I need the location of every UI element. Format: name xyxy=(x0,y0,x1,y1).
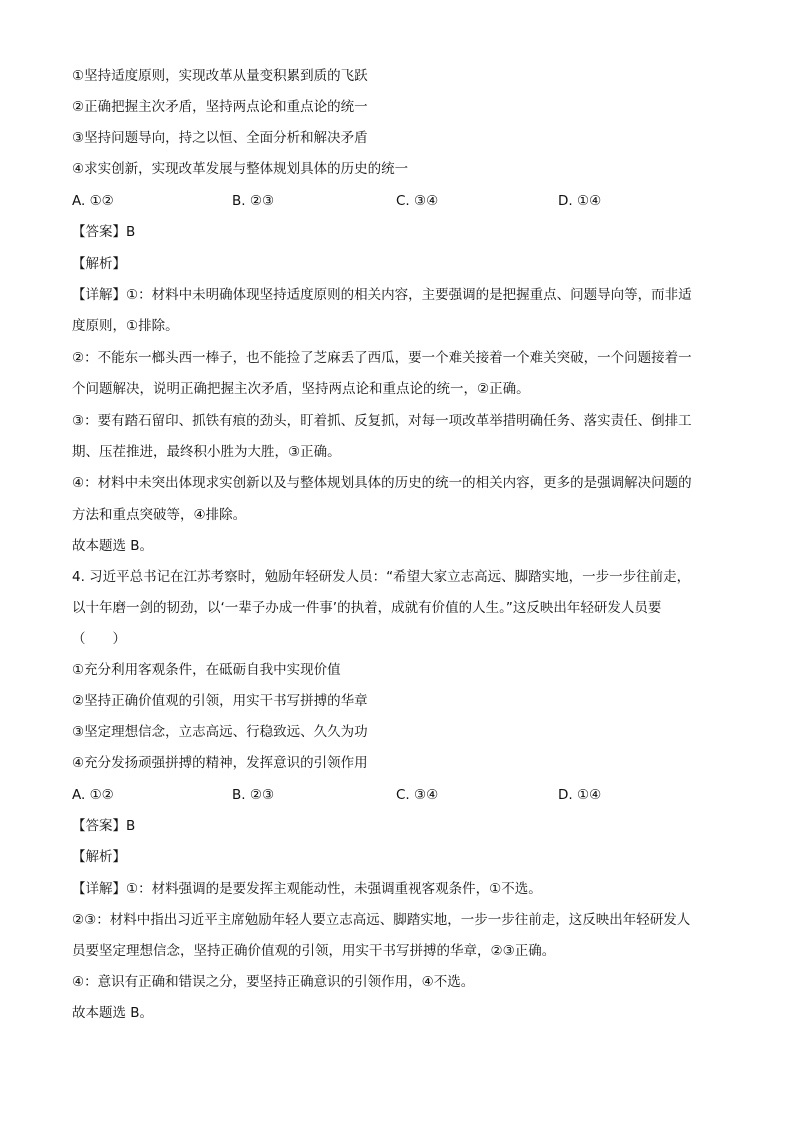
q3-detail-line: 【详解】①：材料中未明确体现坚持适度原则的相关内容，主要强调的是把握重点、问题导向等，而非适 xyxy=(72,287,692,303)
q3-statement-4: ④求实创新，实现改革发展与整体规划具体的历史的统一 xyxy=(72,161,409,177)
q3-detail-line: 方法和重点突破等，④排除。 xyxy=(72,507,247,523)
q4-option-a: A. ①② xyxy=(72,787,114,803)
q4-statement-3: ③坚定理想信念，立志高远、行稳致远、久久为功 xyxy=(72,724,368,740)
q4-stem-blank: （ ） xyxy=(72,631,126,647)
q3-statement-2: ②正确把握主次矛盾，坚持两点论和重点论的统一 xyxy=(72,99,368,115)
q4-answer: 【答案】B xyxy=(72,818,136,834)
q3-option-b: B. ②③ xyxy=(232,193,275,209)
q4-option-d: D. ①④ xyxy=(558,787,602,803)
q3-detail-line: ②：不能东一榔头西一棒子，也不能捡了芝麻丢了西瓜，要一个难关接着一个难关突破，一个问题接着一 xyxy=(72,350,692,366)
q3-statement-3: ③坚持问题导向，持之以恒、全面分析和解决矛盾 xyxy=(72,130,368,146)
q3-analysis-label: 【解析】 xyxy=(72,256,126,272)
q4-conclusion: 故本题选 B。 xyxy=(72,1005,154,1021)
q3-statement-1: ①坚持适度原则，实现改革从量变积累到质的飞跃 xyxy=(72,68,368,84)
q3-detail-line: 度原则，①排除。 xyxy=(72,318,179,334)
q3-conclusion: 故本题选 B。 xyxy=(72,538,154,554)
q4-detail-line: ④：意识有正确和错误之分，要坚持正确意识的引领作用，④不选。 xyxy=(72,974,475,990)
q4-option-b: B. ②③ xyxy=(232,787,275,803)
q4-stem-line: 以十年磨一剑的韧劲，以‘一辈子办成一件事’的执着，成就有价值的人生。”这反映出年轻研发人员要 xyxy=(72,600,662,616)
q3-option-c: C. ③④ xyxy=(396,193,439,209)
q4-stem-line: 4. 习近平总书记在江苏考察时，勉励年轻研发人员：“希望大家立志高远、脚踏实地，一步一步往前走， xyxy=(72,569,691,585)
q4-statement-4: ④充分发扬顽强拼搏的精神，发挥意识的引领作用 xyxy=(72,755,368,771)
q3-option-a: A. ①② xyxy=(72,193,114,209)
q3-option-d: D. ①④ xyxy=(558,193,602,209)
q4-option-c: C. ③④ xyxy=(396,787,439,803)
q4-statement-2: ②坚持正确价值观的引领，用实干书写拼搏的华章 xyxy=(72,693,368,709)
q4-statement-1: ①充分利用客观条件，在砥砺自我中实现价值 xyxy=(72,662,341,678)
q3-detail-line: 个问题解决，说明正确把握主次矛盾，坚持两点论和重点论的统一，②正确。 xyxy=(72,381,530,397)
q4-detail-line: 员要坚定理想信念，坚持正确价值观的引领，用实干书写拼搏的华章，②③正确。 xyxy=(72,943,556,959)
q4-detail-line: 【详解】①：材料强调的是要发挥主观能动性，未强调重视客观条件，①不选。 xyxy=(72,881,542,897)
q3-detail-line: ③：要有踏石留印、抓铁有痕的劲头，盯着抓、反复抓，对每一项改革举措明确任务、落实责任、倒排工 xyxy=(72,413,692,429)
q3-answer: 【答案】B xyxy=(72,224,136,240)
q4-detail-line: ②③：材料中指出习近平主席勉励年轻人要立志高远、脚踏实地，一步一步往前走，这反映出年轻研发人 xyxy=(72,912,691,928)
q3-detail-line: 期、压茬推进，最终积小胜为大胜，③正确。 xyxy=(72,444,341,460)
q4-analysis-label: 【解析】 xyxy=(72,849,126,865)
q3-detail-line: ④：材料中未突出体现求实创新以及与整体规划具体的历史的统一的相关内容，更多的是强调解决问题的 xyxy=(72,475,692,491)
